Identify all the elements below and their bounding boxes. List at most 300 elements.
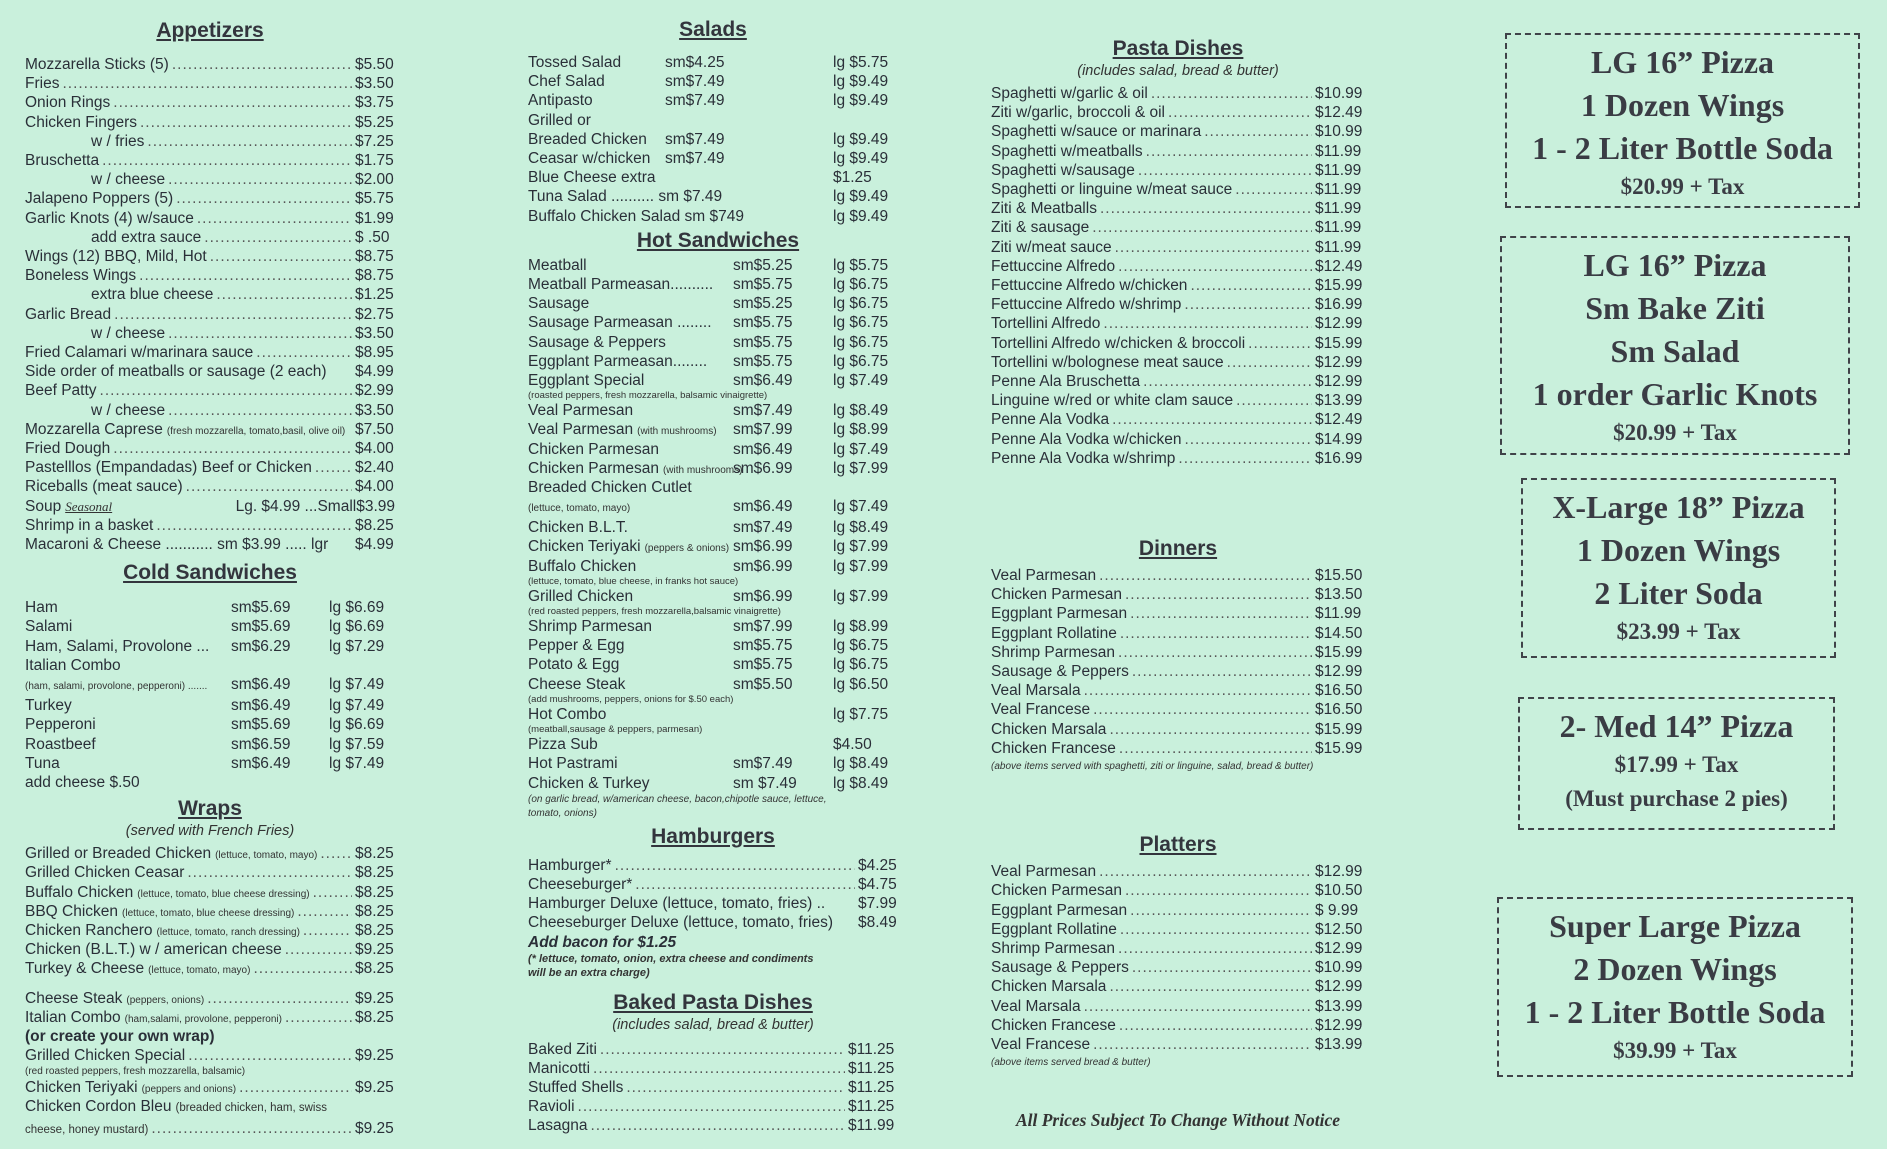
item-name: Fettuccine Alfredo w/chicken: [991, 277, 1188, 295]
item-price: $15.99: [1315, 643, 1363, 661]
item-price: $11.99: [1315, 219, 1362, 237]
item-price: $12.99: [1315, 315, 1363, 333]
item-name: Eggplant Parmesan: [991, 605, 1128, 623]
item-name: Penne Ala Vodka w/chicken: [991, 430, 1182, 448]
item-name: Chicken Parmesan: [528, 459, 659, 477]
item-price-small: sm$7.49: [733, 402, 793, 420]
item-name: Chef Salad: [528, 73, 605, 91]
chicken-turkey-note: (on garlic bread, w/american cheese, bacon,chipotle sauce, lettuce,: [528, 793, 827, 805]
menu-item: [991, 585, 1365, 604]
menu-item: [25, 863, 395, 882]
menu-item: [991, 624, 1365, 643]
menu-item: [25, 598, 395, 617]
item-price: $12.49: [1315, 104, 1363, 122]
dot-leader: [186, 477, 352, 496]
special-box-1: [1505, 33, 1860, 208]
item-name: Tortellini w/bolognese meat sauce: [991, 353, 1224, 371]
item-name: Tortellini Alfredo w/chicken & broccoli: [991, 334, 1246, 352]
dot-leader: [1109, 977, 1312, 996]
item-name: Chicken Parmesan: [528, 440, 659, 458]
item-price-small: sm$6.49: [733, 498, 793, 516]
item-name: Grilled Chicken: [528, 587, 634, 605]
appetizers-title: Appetizers: [156, 19, 264, 42]
dot-leader: [1204, 122, 1312, 141]
menu-item: [25, 989, 395, 1008]
item-note: (with mushrooms): [637, 426, 717, 438]
cordon-bleu-line: Chicken Cordon Bleu (breaded chicken, ham, swiss: [25, 1098, 327, 1116]
item-price-large: lg $7.49: [329, 754, 385, 772]
dot-leader: [113, 93, 352, 112]
menu-column-2: [528, 0, 898, 1136]
item-name: extra blue cheese: [91, 286, 214, 304]
special-2-price: $20.99 + Tax: [1613, 420, 1737, 445]
item-price-large: lg $6.75: [833, 333, 889, 351]
item-price: $12.99: [1315, 863, 1363, 881]
item-price: $1.25: [355, 286, 394, 304]
item-name: Fettuccine Alfredo w/shrimp: [991, 296, 1182, 314]
dot-leader: [62, 74, 352, 93]
item-price: $15.99: [1315, 277, 1363, 295]
item-price: $8.25: [355, 883, 394, 901]
dot-leader: [1093, 1035, 1312, 1054]
dot-leader: [1190, 276, 1312, 295]
item-price: $13.99: [1315, 392, 1363, 410]
dot-leader: [1227, 353, 1312, 372]
menu-item: [991, 1016, 1365, 1035]
item-price-large: lg $7.99: [833, 538, 889, 556]
item-price-large: lg $7.59: [329, 735, 385, 753]
menu-item: [528, 111, 898, 130]
item-price-small: sm$6.99: [733, 538, 793, 556]
special-2-line-4: 1 order Garlic Knots: [1532, 376, 1818, 412]
item-price: $12.49: [1315, 257, 1363, 275]
item-name: Shrimp Parmesan: [528, 618, 653, 636]
item-price: $12.49: [1315, 411, 1363, 429]
menu-item: [25, 883, 395, 902]
menu-item: [25, 1008, 395, 1027]
add-cheese-note: add cheese $.50: [25, 773, 140, 791]
item-price: $8.25: [355, 516, 394, 534]
item-price: $12.50: [1315, 920, 1363, 938]
dot-leader: [1138, 161, 1312, 180]
item-price: $10.99: [1315, 85, 1363, 102]
menu-item: [991, 218, 1365, 237]
hot-sandwiches-title: Hot Sandwiches: [636, 228, 800, 252]
item-name: Onion Rings: [25, 94, 111, 112]
item-price: $11.99: [1315, 161, 1362, 179]
item-note: (lettuce, tomato, mayo): [148, 965, 251, 977]
item-name: Tortellini Alfredo: [991, 315, 1101, 333]
item-name: Fried Dough: [25, 440, 111, 458]
item-note: (lettuce, tomato, blue cheese dressing): [137, 888, 310, 900]
item-price-large: lg $6.69: [329, 618, 385, 636]
dot-leader: [1132, 958, 1312, 977]
menu-item: [991, 720, 1365, 739]
item-price-large: lg $8.49: [833, 774, 889, 792]
item-price-small: sm$6.49: [231, 697, 291, 715]
item-price-small: sm$7.49: [665, 73, 725, 91]
item-name: Tuna: [25, 754, 60, 772]
price-change-notice: All Prices Subject To Change Without Notice: [1015, 1110, 1341, 1131]
cold-sandwiches-list: [25, 598, 395, 773]
menu-item: [528, 754, 898, 773]
platters-list: [991, 862, 1365, 1054]
menu-item: [528, 333, 898, 352]
menu-item: [25, 401, 395, 420]
item-name: Cheeseburger Deluxe (lettuce, tomato, fries): [528, 914, 833, 932]
item-price: $15.99: [1315, 739, 1363, 757]
item-price: $10.99: [1315, 959, 1363, 977]
item-price-large: lg $6.75: [833, 352, 889, 370]
menu-item: [25, 362, 395, 381]
menu-item: [25, 55, 395, 74]
item-name: Grilled Chicken Ceasar: [25, 864, 185, 882]
item-name: Bruschetta: [25, 152, 100, 170]
item-name: Salami: [25, 618, 73, 636]
item-price-small: sm$7.99: [733, 618, 793, 636]
menu-item: [991, 430, 1365, 449]
hamburgers-title: Hamburgers: [651, 824, 775, 848]
item-name: Tuna Salad .......... sm $7.49: [528, 188, 723, 206]
menu-item: [528, 256, 898, 275]
menu-item: [991, 739, 1365, 758]
item-price-large: lg $5.75: [833, 54, 889, 71]
item-note: (lettuce, tomato, blue cheese dressing): [122, 907, 295, 919]
item-name: Chicken Parmesan: [991, 882, 1122, 900]
item-price-small: sm$7.49: [665, 92, 725, 110]
item-name: Soup: [25, 497, 62, 515]
item-price-large: $1.25: [833, 169, 872, 187]
menu-item: [528, 894, 898, 913]
menu-item: [991, 958, 1365, 977]
item-name: Jalapeno Poppers (5): [25, 190, 174, 208]
item-price: $3.75: [355, 94, 394, 112]
item-price-large: lg $8.99: [833, 421, 889, 439]
menu-item: [25, 637, 395, 656]
item-price: $11.25: [848, 1059, 895, 1077]
dot-leader: [256, 343, 352, 362]
menu-item: [25, 93, 395, 112]
grilled-special-note: (red roasted peppers, fresh mozzarella, balsamic): [25, 1066, 246, 1078]
dot-leader: [253, 959, 352, 978]
menu-item: [528, 735, 898, 754]
menu-item: [991, 180, 1365, 199]
item-price: $9.25: [355, 989, 394, 1007]
menu-item: [528, 1059, 898, 1078]
item-name: Grilled Chicken Special: [25, 1046, 186, 1064]
item-name: Sausage & Peppers: [991, 663, 1129, 681]
item-price: $8.75: [355, 267, 394, 285]
dot-leader: [1120, 624, 1312, 643]
item-name: w / cheese: [91, 171, 166, 189]
item-price-large: lg $9.49: [833, 130, 889, 148]
item-price-large: lg $7.75: [833, 705, 889, 723]
menu-item: [25, 516, 395, 535]
menu-item: [991, 122, 1365, 141]
item-name: Eggplant Parmesan: [991, 901, 1128, 919]
item-price: $3.50: [355, 401, 394, 419]
menu-item: [25, 754, 395, 773]
special-3-line-3: 2 Liter Soda: [1594, 575, 1763, 611]
menu-item: [528, 91, 898, 110]
menu-item: [528, 294, 898, 313]
item-name: Boneless Wings: [25, 267, 137, 285]
item-description: (red roasted peppers, fresh mozzarella,balsamic vinaigrette): [528, 606, 781, 618]
item-price-small: sm$7.49: [733, 755, 793, 773]
menu-item: [25, 735, 395, 754]
menu-item: [528, 518, 898, 537]
special-box-3: [1521, 478, 1836, 658]
item-name: Breaded Chicken: [528, 130, 647, 148]
item-note: (peppers & onions): [644, 543, 730, 555]
item-name: Buffalo Chicken Salad sm $749: [528, 207, 744, 225]
menu-item: [528, 168, 898, 187]
dot-leader: [156, 516, 352, 535]
item-name: Cheeseburger*: [528, 875, 633, 893]
special-3-line-1: X-Large 18” Pizza: [1552, 489, 1805, 525]
item-price: $16.99: [1315, 296, 1363, 314]
menu-item: [25, 420, 395, 439]
item-price-large: lg $7.49: [833, 498, 889, 516]
menu-item: [25, 132, 395, 151]
menu-item: [991, 295, 1365, 314]
dot-leader: [239, 1078, 352, 1097]
menu-item: [991, 257, 1365, 276]
item-price-large: lg $8.49: [833, 755, 889, 773]
menu-item: [528, 401, 898, 420]
dot-leader: [1168, 103, 1312, 122]
dot-leader: [204, 228, 352, 247]
menu-item: [528, 655, 898, 674]
item-name: (lettuce, tomato, mayo): [528, 503, 631, 515]
item-name: Garlic Knots (4) w/sauce: [25, 209, 194, 227]
item-name: Chicken (B.L.T.) w / american cheese: [25, 941, 282, 959]
menu-item: [991, 1035, 1365, 1054]
item-name: w / cheese: [91, 401, 166, 419]
menu-item: [991, 566, 1365, 585]
item-price-large: lg $6.75: [833, 295, 889, 313]
item-description: (lettuce, tomato, blue cheese, in franks hot sauce): [528, 575, 739, 587]
dot-leader: [188, 1046, 352, 1065]
menu-item: [528, 1116, 898, 1135]
burger-footnote-2: will be an extra charge): [528, 966, 650, 979]
dot-leader: [1118, 643, 1312, 662]
menu-item: [991, 84, 1365, 103]
item-price-large: lg $7.29: [329, 637, 385, 655]
hot-sandwiches-list: [528, 256, 898, 793]
dot-leader: [1130, 901, 1312, 920]
dot-leader: [1100, 199, 1312, 218]
menu-item: [528, 675, 898, 694]
dot-leader: [102, 151, 352, 170]
item-name: Pastelllos (Empandadas) Beef or Chicken: [25, 459, 312, 477]
item-price-small: sm$5.75: [733, 352, 793, 370]
item-price: $8.25: [355, 902, 394, 920]
item-price: $7.99: [858, 895, 897, 913]
item-price: $12.99: [1315, 939, 1363, 957]
item-price-large: lg $9.49: [833, 150, 889, 168]
dot-leader: [216, 285, 352, 304]
item-name: Cheese Steak: [528, 675, 626, 693]
menu-item: [25, 170, 395, 189]
menu-item: [528, 207, 898, 226]
item-price-small: sm$6.49: [733, 440, 793, 458]
menu-item: [25, 113, 395, 132]
item-name: Turkey & Cheese: [25, 960, 145, 978]
item-name: Hot Combo: [528, 705, 607, 723]
cold-sandwiches-title: Cold Sandwiches: [123, 561, 297, 585]
dot-leader: [1236, 391, 1312, 410]
dot-leader: [1178, 449, 1312, 468]
special-4-price: $17.99 + Tax: [1614, 752, 1739, 777]
item-name: Veal Francese: [991, 701, 1091, 719]
item-price: Lg. $4.99 ...Small$3.99: [235, 497, 395, 515]
item-name: Penne Ala Vodka: [991, 411, 1110, 429]
item-price-large: lg $6.75: [833, 637, 889, 655]
item-name: Eggplant Rollatine: [991, 624, 1117, 642]
item-price: $4.00: [355, 478, 394, 496]
item-price: $7.50: [355, 420, 394, 438]
dot-leader: [590, 1116, 845, 1135]
menu-item: [528, 587, 898, 606]
menu-item: [991, 681, 1365, 700]
menu-item: [25, 617, 395, 636]
menu-item: [25, 535, 395, 554]
item-name: Sausage & Peppers: [528, 333, 666, 351]
item-price: $15.99: [1315, 720, 1363, 738]
menu-item: [991, 391, 1365, 410]
pasta-dishes-note: (includes salad, bread & butter): [1077, 63, 1279, 79]
dot-leader: [1125, 881, 1312, 900]
menu-item: [25, 266, 395, 285]
menu-item: [991, 199, 1365, 218]
special-5-line-2: 2 Dozen Wings: [1573, 951, 1777, 987]
menu-item: [25, 305, 395, 324]
item-price: $9.25: [355, 1046, 394, 1064]
menu-item: [25, 209, 395, 228]
item-price-large: lg $8.99: [833, 618, 889, 636]
item-name: Spaghetti w/garlic & oil: [991, 85, 1148, 102]
item-price: $12.99: [1315, 978, 1363, 996]
dot-leader: [197, 209, 352, 228]
dinners-title: Dinners: [1138, 537, 1218, 561]
item-name: Veal Marsala: [991, 997, 1081, 1015]
item-name: Sausage Parmeasan ........: [528, 314, 712, 332]
item-name: Shrimp in a basket: [25, 516, 154, 534]
item-name: Ravioli: [528, 1098, 575, 1116]
item-price: $1.99: [355, 209, 394, 227]
dot-leader: [1151, 84, 1312, 103]
item-price-large: lg $8.49: [833, 402, 889, 420]
menu-item: [528, 371, 898, 390]
item-name: w / cheese: [91, 324, 166, 342]
item-price: $3.50: [355, 324, 394, 342]
menu-item: [528, 459, 898, 478]
menu-item: [991, 372, 1365, 391]
item-name: Spaghetti w/meatballs: [991, 142, 1143, 160]
menu-item: [25, 74, 395, 93]
item-price: $8.25: [355, 864, 394, 882]
menu-column-3: [991, 0, 1365, 1131]
item-note: (peppers and onions): [141, 1084, 237, 1096]
item-price: $2.75: [355, 305, 394, 323]
item-name: Pepperoni: [25, 716, 96, 734]
dot-leader: [168, 170, 352, 189]
item-price-large: lg $6.50: [833, 675, 889, 693]
item-price-large: lg $7.49: [329, 697, 385, 715]
dot-leader: [100, 381, 352, 400]
item-name: Eggplant Rollatine: [991, 920, 1117, 938]
dot-leader: [1099, 566, 1312, 585]
item-price-large: lg $9.49: [833, 188, 889, 206]
dot-leader: [1115, 238, 1312, 257]
menu-item: [25, 675, 395, 696]
item-name: Mozzarella Caprese: [25, 420, 163, 438]
item-price: $11.99: [1315, 238, 1362, 256]
special-5-price: $39.99 + Tax: [1613, 1038, 1737, 1063]
menu-item: [528, 913, 898, 932]
platters-footnote: (above items served bread & butter): [991, 1057, 1151, 1069]
item-name: Chicken Ranchero: [25, 921, 153, 939]
item-name: Hamburger Deluxe (lettuce, tomato, fries) ..: [528, 895, 826, 913]
dot-leader: [207, 989, 352, 1008]
item-price: $8.49: [858, 914, 897, 932]
item-price: $ 9.99: [1315, 901, 1359, 919]
item-price: $8.95: [355, 344, 394, 362]
item-name: Wings (12) BBQ, Mild, Hot: [25, 248, 207, 266]
menu-item: [991, 862, 1365, 881]
item-price: $16.99: [1315, 449, 1363, 467]
baked-pasta-list: [528, 1040, 898, 1136]
dot-leader: [187, 863, 352, 882]
menu-item: [25, 715, 395, 734]
item-name: Grilled or Breaded Chicken: [25, 845, 212, 863]
wraps-list-2: [25, 1046, 395, 1065]
dot-leader: [1130, 604, 1312, 623]
item-price-large: lg $7.49: [833, 440, 889, 458]
dot-leader: [1103, 314, 1312, 333]
special-2-line-2: Sm Bake Ziti: [1585, 290, 1765, 326]
item-price-small: sm$7.49: [733, 519, 793, 537]
item-name: Eggplant Special: [528, 372, 645, 390]
item-price-large: lg $9.49: [833, 92, 889, 110]
item-name: Linguine w/red or white clam sauce: [991, 392, 1234, 410]
item-name: BBQ Chicken: [25, 902, 119, 920]
item-price-small: sm$4.25: [665, 54, 725, 71]
dot-leader: [1132, 662, 1312, 681]
special-3-price: $23.99 + Tax: [1616, 619, 1741, 644]
dot-leader: [168, 324, 352, 343]
platters-title: Platters: [1139, 833, 1217, 857]
special-4-line-1: 2- Med 14” Pizza: [1559, 708, 1794, 744]
menu-item: [991, 410, 1365, 429]
menu-item: [528, 856, 898, 875]
item-name: Baked Ziti: [528, 1040, 597, 1058]
menu-item: [991, 142, 1365, 161]
item-name: Sausage & Peppers: [991, 959, 1129, 977]
item-name: Buffalo Chicken: [25, 883, 134, 901]
add-bacon-note: Add bacon for $1.25: [528, 933, 677, 951]
item-name: Pizza Sub: [528, 736, 598, 754]
item-name: Chicken Marsala: [991, 720, 1107, 738]
item-price-small: sm$6.99: [733, 557, 793, 575]
item-price: $16.50: [1315, 682, 1363, 700]
appetizers-list: [25, 55, 395, 554]
item-name: Ceasar w/chicken: [528, 150, 651, 168]
menu-item: [528, 705, 898, 724]
item-price: $9.25: [355, 941, 394, 959]
menu-item: [25, 381, 395, 400]
